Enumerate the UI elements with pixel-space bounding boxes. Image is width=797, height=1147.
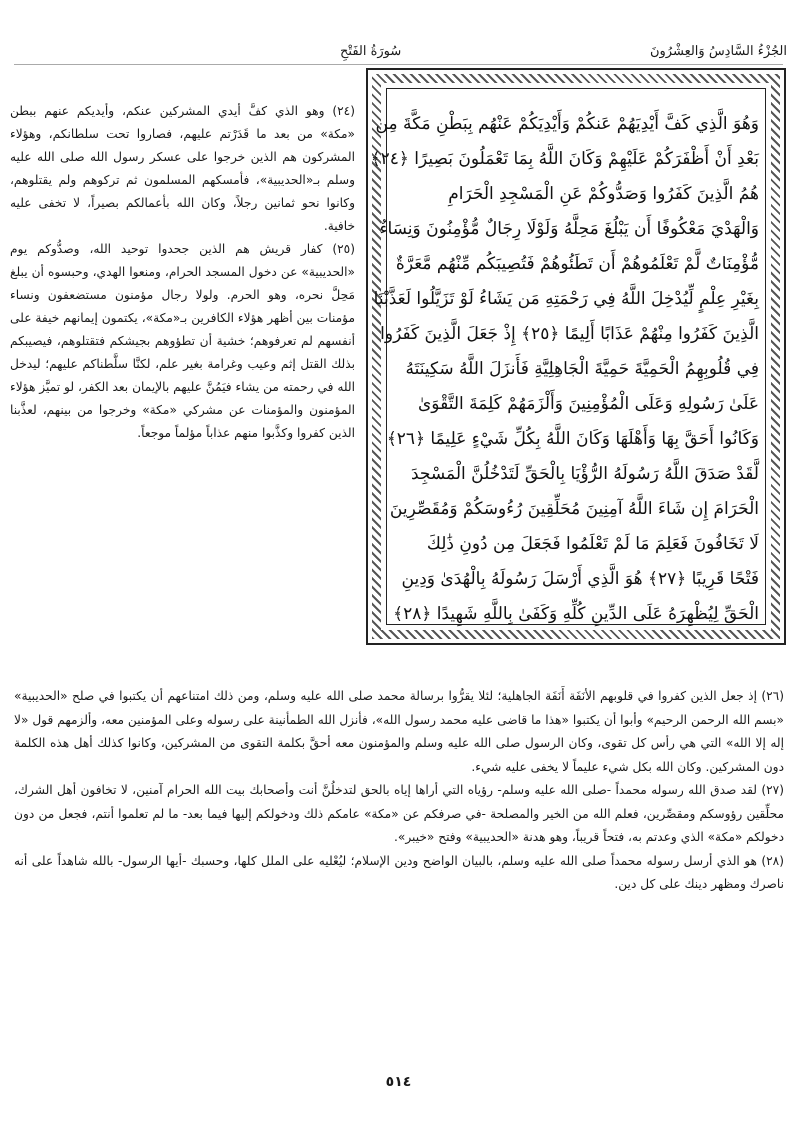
verse-line: الَّذِينَ كَفَرُوا مِنْهُمْ عَذَابًا أَلِيمًا ﴿٢٥﴾ إِذْ جَعَلَ الَّذِينَ كَفَرُوا <box>380 324 759 344</box>
tafsir-paragraph-26: (٢٦) إذ جعل الذين كفروا في قلوبهم الأنَفَة أَنَفَة الجاهلية؛ لئلا يقرُّوا برسالة محمد صلى الله عليه وسلم، ومن ذلك امتناعهم أن يكتبوا في صلح «الحديبية» «بسم الله الرحمن الرحيم» وأبوا أن يكتبوا «هذا ما قاضى عليه محمد رسول الله»، فأنزل الله الطمأنينة على رسوله وعلى المؤمنين معه، وألزمهم قول «لا إله إلا الله» التي هي رأس كل تقوى، وكان الرسول صلى الله عليه وسلم والمؤمنون معه أحقَّ بكلمة التقوى من المشركين، وكانوا كذلك أهل هذه الكلمة دون المشركين. وكان الله بكل شيء عليماً لا يخفى عليه شيء. <box>14 689 784 774</box>
verse-line: عَلَىٰ رَسُولِهِ وَعَلَى الْمُؤْمِنِينَ وَأَلْزَمَهُمْ كَلِمَةَ التَّقْوَىٰ <box>418 394 759 414</box>
surah-header: سُورَةُ الفَتْحِ <box>340 44 402 59</box>
verse-line: وَالْهَدْيَ مَعْكُوفًا أَن يَبْلُغَ مَحِلَّهُ وَلَوْلَا رِجَالٌ مُّؤْمِنُونَ وَنِسَاءٌ <box>379 219 759 239</box>
tafsir-paragraph-25: (٢٥) كفار قريش هم الذين جحدوا توحيد الله، وصدُّوكم يوم «الحديبية» عن دخول المسجد الحرام، ومنعوا الهدي، وحبسوه أن يبلغ مَحِلَّ نحره، وهو الحرم. ولولا رجال مؤمنون مستضعفون ونساء مؤمنات بين أظهر هؤلاء الكافرين بـ«مكة»، يكتمون إيمانهم خيفة على أنفسهم لم تعرفوهم؛ خشية أن تطؤوهم بجيشكم فتقتلوهم، فيصيبكم بذلك القتل إثم وعيب وغرامة بغير علم، لكنَّا سلَّطناكم عليهم؛ ليدخل الله في رحمته من يشاء فيَمُنَّ عليهم بالإيمان بعد الكفر، لو تميَّز هؤلاء المؤمنون والمؤمنات عن مشركي «مكة» وخرجوا من بينهم، لعذَّبنا الذين كفروا وكذَّبوا منهم عذاباً مؤلماً موجعاً. <box>10 242 355 440</box>
quran-text-frame <box>366 68 786 645</box>
full-commentary <box>14 685 784 897</box>
verse-line: فِي قُلُوبِهِمُ الْحَمِيَّةَ حَمِيَّةَ الْجَاهِلِيَّةِ فَأَنزَلَ اللَّهُ سَكِينَتَهُ <box>405 359 759 379</box>
verse-line: وَكَانُوا أَحَقَّ بِهَا وَأَهْلَهَا وَكَانَ اللَّهُ بِكُلِّ شَيْءٍ عَلِيمًا ﴿٢٦﴾ <box>386 429 759 449</box>
verse-line: وَهُوَ الَّذِي كَفَّ أَيْدِيَهُمْ عَنكُمْ وَأَيْدِيَكُمْ عَنْهُم بِبَطْنِ مَكَّةَ مِن <box>375 114 759 134</box>
side-commentary <box>10 100 355 445</box>
verse-line: الْحَقِّ لِيُظْهِرَهُ عَلَى الدِّينِ كُلِّهِ وَكَفَىٰ بِاللَّهِ شَهِيدًا ﴿٢٨﴾ <box>393 604 759 624</box>
verse-line: مُّؤْمِنَاتٌ لَّمْ تَعْلَمُوهُمْ أَن تَطَئُوهُمْ فَتُصِيبَكُم مِّنْهُم مَّعَرَّةٌ <box>395 254 759 274</box>
verse-line: الْحَرَامَ إِن شَاءَ اللَّهُ آمِنِينَ مُحَلِّقِينَ رُءُوسَكُمْ وَمُقَصِّرِينَ <box>389 499 759 519</box>
verse-panel <box>370 88 766 625</box>
verse-line: لَّقَدْ صَدَقَ اللَّهُ رَسُولَهُ الرُّؤْيَا بِالْحَقِّ لَتَدْخُلُنَّ الْمَسْجِدَ <box>410 464 759 484</box>
tafsir-paragraph-24: (٢٤) وهو الذي كفَّ أيدي المشركين عنكم، وأيديكم عنهم ببطن «مكة» من بعد ما قَدَرْتم عليهم، فصاروا تحت سلطانكم، وهؤلاء المشركون هم الذين خرجوا على عسكر رسول الله صلى الله عليه وسلم بـ«الحديبية»، فأمسكهم المسلمون ثم تركوهم ولم يقتلوهم، وكانوا نحو ثمانين رجلاً، وكان الله بأعمالكم بصيراً، لا تخفى عليه خافية. <box>10 104 355 233</box>
verse-line: هُمُ الَّذِينَ كَفَرُوا وَصَدُّوكُمْ عَنِ الْمَسْجِدِ الْحَرَامِ <box>448 184 759 204</box>
juz-header: الجُزْءُ السَّادِسُ وَالعِشْرُونَ <box>649 44 787 59</box>
verse-line: لَا تَخَافُونَ فَعَلِمَ مَا لَمْ تَعْلَمُوا فَجَعَلَ مِن دُونِ ذَٰلِكَ <box>426 534 759 554</box>
tafsir-paragraph-28: (٢٨) هو الذي أرسل رسوله محمداً صلى الله عليه وسلم، بالبيان الواضح ودين الإسلام؛ ليُعْليه على الملل كلها، وحسبك -أيها الرسول- بالله شاهداً على أنه ناصرك ومظهر دينك على كل دين. <box>14 853 784 891</box>
header-divider <box>14 64 783 65</box>
verse-line: بَعْدِ أَنْ أَظْفَرَكُمْ عَلَيْهِمْ وَكَانَ اللَّهُ بِمَا تَعْمَلُونَ بَصِيرًا ﴿٢٤﴾ <box>370 149 759 169</box>
tafsir-paragraph-27: (٢٧) لقد صدق الله رسوله محمداً -صلى الله عليه وسلم- رؤياه التي أراها إياه بالحق لتدخلُنَّ أنت وأصحابك بيت الله الحرام آمنين، لا تخافون أهل الشرك، محلِّقين رؤوسكم ومقصِّرين، فعلم الله من الخير والمصلحة -في صرفكم عن «مكة» عامكم ذلك ودخولكم إليها فيما بعد- ما لم تعلموا أنتم، فجعل من دون دخولكم «مكة» الذي وعدتم به، فتحاً قريباً، وهو هدنة «الحديبية» وفتح «خيبر». <box>14 783 784 844</box>
verse-line: بِغَيْرِ عِلْمٍ لِّيُدْخِلَ اللَّهُ فِي رَحْمَتِهِ مَن يَشَاءُ لَوْ تَزَيَّلُوا لَعَذَّبْنَا <box>373 289 759 309</box>
page-number: ٥١٤ <box>385 1074 412 1090</box>
verse-line: فَتْحًا قَرِيبًا ﴿٢٧﴾ هُوَ الَّذِي أَرْسَلَ رَسُولَهُ بِالْهُدَىٰ وَدِينِ <box>401 569 759 589</box>
